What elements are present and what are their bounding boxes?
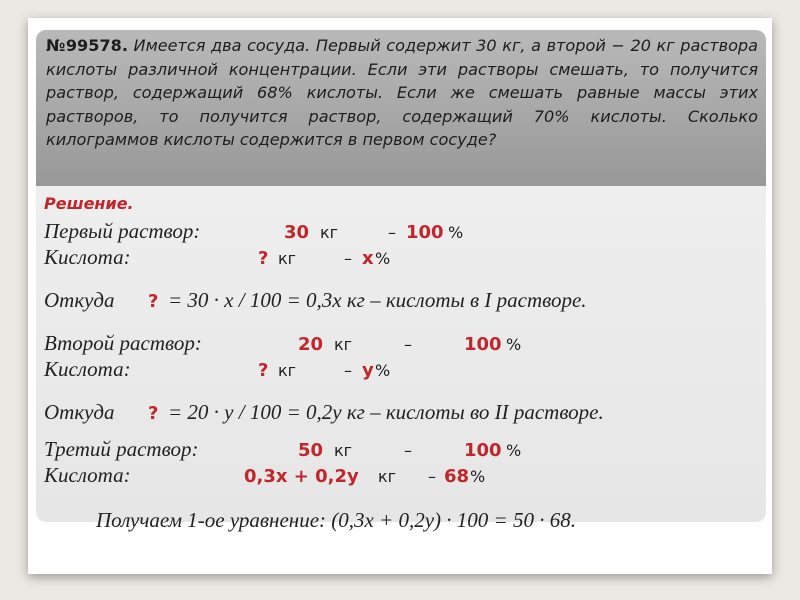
first-acid-unit: кг <box>278 249 297 268</box>
first-acid-label: Кислота: <box>44 245 131 269</box>
first-acid-mass: ? <box>258 248 269 269</box>
first-solution-percent-sign: % <box>448 223 464 242</box>
problem-text: Имеется два сосуда. Первый содержит 30 кг, а второй − 20 кг раствора кислоты различной концентрации. Если эти растворы смешать, то получится раствор, содержащий 68% кислоты. Если же смешать равные массы этих растворов, то получится раствор, содержащий 70% кислоты. Сколько килограммов кислоты содержится в первом сосуде? <box>46 36 758 149</box>
first-formula-prefix: Откуда <box>44 288 115 312</box>
problem-number: №99578. <box>46 36 128 55</box>
first-formula-text: = 30 · x / 100 = 0,3x кг – кислоты в I растворе. <box>168 288 587 312</box>
second-solution-label: Второй раствор: <box>44 331 202 355</box>
first-solution-percent: 100 <box>406 222 444 243</box>
third-solution-mass: 50 <box>298 440 324 461</box>
first-formula-unknown: ? <box>148 291 159 312</box>
first-acid-dash: – <box>344 249 352 268</box>
solution-title: Решение. <box>44 194 134 213</box>
third-acid-percent: 68 <box>444 466 470 487</box>
third-solution-percent-sign: % <box>506 441 522 460</box>
second-acid-percent: y <box>362 360 374 381</box>
second-formula-text: = 20 · y / 100 = 0,2y кг – кислоты во II растворе. <box>168 400 604 424</box>
first-equation: Получаем 1-ое уравнение: (0,3x + 0,2y) · 100 = 50 · 68. <box>96 508 576 532</box>
third-acid-percent-sign: % <box>470 467 486 486</box>
first-solution-label: Первый раствор: <box>44 219 201 243</box>
third-solution-unit: кг <box>334 441 353 460</box>
third-solution-label: Третий раствор: <box>44 437 199 461</box>
second-solution-percent: 100 <box>464 334 502 355</box>
second-acid-label: Кислота: <box>44 357 131 381</box>
third-solution-dash: – <box>404 441 412 460</box>
third-acid-dash: – <box>428 467 436 486</box>
second-acid-dash: – <box>344 361 352 380</box>
first-acid-percent: x <box>362 248 374 269</box>
second-acid-unit: кг <box>278 361 297 380</box>
second-solution-dash: – <box>404 335 412 354</box>
first-solution-mass: 30 <box>284 222 310 243</box>
third-solution-percent: 100 <box>464 440 502 461</box>
first-solution-unit: кг <box>320 223 339 242</box>
second-solution-unit: кг <box>334 335 353 354</box>
first-solution-dash: – <box>388 223 396 242</box>
second-acid-mass: ? <box>258 360 269 381</box>
third-acid-mass: 0,3x + 0,2y <box>244 466 359 487</box>
second-acid-percent-sign: % <box>375 361 391 380</box>
second-formula-prefix: Откуда <box>44 400 115 424</box>
third-acid-unit: кг <box>378 467 397 486</box>
first-acid-percent-sign: % <box>375 249 391 268</box>
problem-statement <box>46 34 758 152</box>
second-solution-percent-sign: % <box>506 335 522 354</box>
third-acid-label: Кислота: <box>44 463 131 487</box>
second-solution-mass: 20 <box>298 334 324 355</box>
second-formula-unknown: ? <box>148 403 159 424</box>
